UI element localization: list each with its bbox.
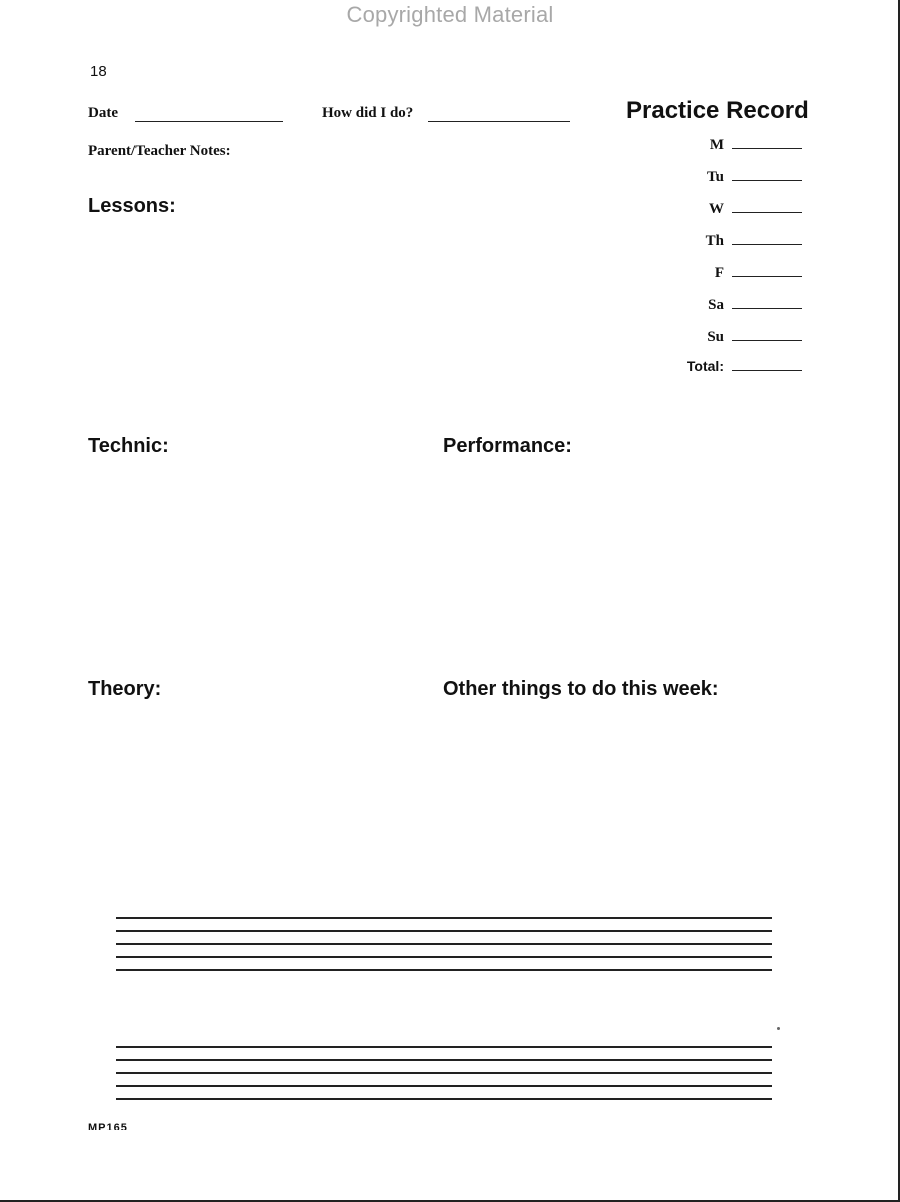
how-did-i-do-label: How did I do?: [322, 105, 414, 121]
practice-day-label: Sa: [708, 297, 724, 313]
music-staff-2: [116, 1046, 772, 1102]
practice-day-label: Su: [707, 329, 724, 345]
practice-day-label: F: [714, 265, 724, 281]
practice-day-blank-line: [732, 244, 802, 245]
practice-record-title: Practice Record: [626, 97, 809, 124]
page-number: 18: [90, 63, 107, 80]
practice-day-blank-line: [732, 148, 802, 149]
practice-day-blank-line: [732, 212, 802, 213]
staff-line: [116, 943, 772, 945]
other-things-heading: Other things to do this week:: [443, 678, 719, 700]
technic-heading: Technic:: [88, 435, 169, 457]
music-staff-1: [116, 917, 772, 973]
theory-heading: Theory:: [88, 678, 162, 700]
practice-day-label: W: [709, 201, 724, 217]
practice-total-label: Total:: [686, 358, 724, 374]
practice-day-row: [684, 168, 802, 190]
practice-day-label: M: [709, 137, 724, 153]
practice-day-row: [684, 296, 802, 318]
practice-day-row: [684, 328, 802, 350]
practice-day-row: [684, 136, 802, 158]
date-label: Date: [88, 105, 118, 121]
practice-day-blank-line: [732, 308, 802, 309]
date-blank-line: [135, 121, 283, 122]
staff-line: [116, 1098, 772, 1100]
staff-line: [116, 956, 772, 958]
staff-line: [116, 930, 772, 932]
practice-day-row: [684, 264, 802, 286]
watermark: Copyrighted Material: [346, 2, 554, 27]
practice-total-blank-line: [732, 370, 802, 371]
staff-line: [116, 917, 772, 919]
lessons-heading: Lessons:: [88, 195, 176, 217]
staff-line: [116, 969, 772, 971]
parent-teacher-notes-label: Parent/Teacher Notes:: [88, 143, 231, 159]
staff-line: [116, 1085, 772, 1087]
practice-day-blank-line: [732, 276, 802, 277]
practice-day-blank-line: [732, 180, 802, 181]
footer-code: MP165: [88, 1122, 128, 1130]
speck-mark: [777, 1027, 780, 1030]
staff-line: [116, 1059, 772, 1061]
how-did-i-do-blank-line: [428, 121, 570, 122]
performance-heading: Performance:: [443, 435, 572, 457]
practice-day-row: [684, 200, 802, 222]
staff-line: [116, 1046, 772, 1048]
practice-day-row: [684, 232, 802, 254]
staff-line: [116, 1072, 772, 1074]
practice-day-label: Th: [705, 233, 724, 249]
practice-day-label: Tu: [707, 169, 724, 185]
practice-total-row: [684, 358, 802, 380]
practice-day-blank-line: [732, 340, 802, 341]
